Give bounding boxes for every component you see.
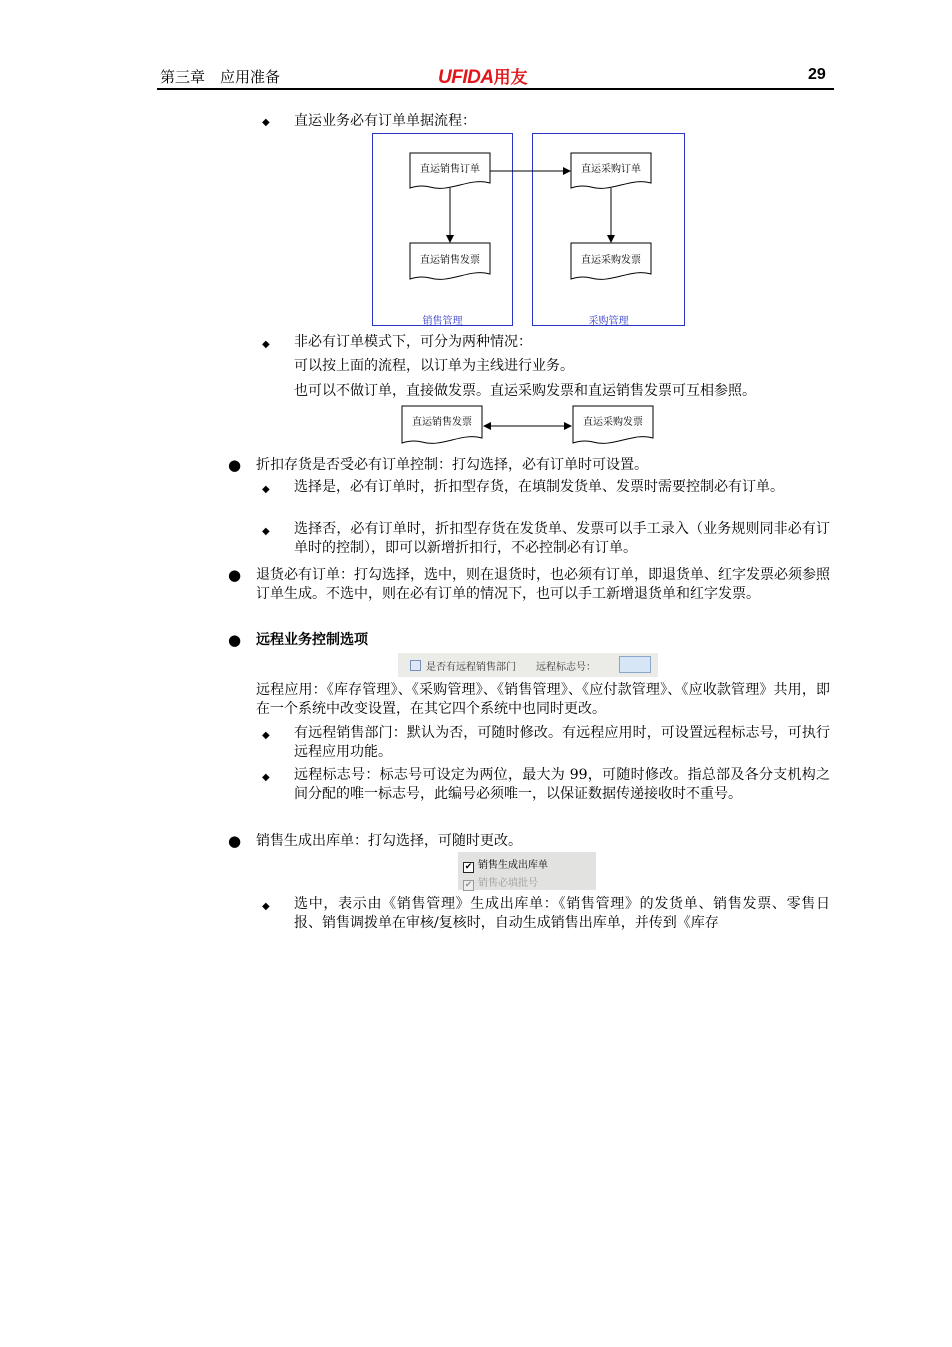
box-purchase-invoice-label: 直运采购发票 [581, 255, 641, 266]
header-rule [157, 88, 834, 90]
remote-flag-label: 远程标志号： [536, 662, 596, 673]
sec2-line1: 可以按上面的流程，以订单为主线进行业务。 [294, 358, 574, 374]
discount-sub1: 选择是，必有订单时，折扣型存货，在填制发货单、发票时需要控制必有订单。 [294, 479, 784, 495]
remote-sub1: 有远程销售部门：默认为否，可随时修改。有远程应用时，可设置远程标志号，可执行远程应用功能。 [294, 725, 830, 760]
remote-sub2: 远程标志号：标志号可设定为两位，最大为 99，可随时修改。指总部及各分支机构之间分配的唯一标志号，此编号必须唯一，以保证数据传递接收时不重号。 [294, 767, 830, 802]
purchase-group-label: 采购管理 [588, 316, 629, 327]
opt-batch-required-label: 销售必填批号 [478, 878, 538, 889]
dot-bullet: ● [228, 566, 242, 584]
chapter-title: 第三章 应用准备 [160, 68, 281, 86]
box2-sales-invoice [402, 406, 482, 438]
box2-purchase-invoice [573, 406, 653, 438]
box2-purchase-invoice-label: 直运采购发票 [583, 417, 643, 428]
box-purchase-order-label: 直运采购订单 [581, 164, 641, 175]
box-sales-invoice-label: 直运销售发票 [420, 255, 480, 266]
remote-dept-checkbox[interactable] [410, 660, 421, 671]
check-icon[interactable]: ✔ [464, 862, 473, 872]
box-sales-order-label: 直运销售订单 [420, 164, 480, 175]
sales-group-label: 销售管理 [422, 316, 463, 327]
dot-bullet: ● [228, 832, 242, 850]
diamond-bullet: ◆ [262, 772, 270, 783]
opt-generate-outbound-label: 销售生成出库单 [478, 860, 548, 871]
flow-diagram [372, 133, 683, 326]
logo-cn: 用友 [493, 68, 528, 87]
box2-sales-invoice-label: 直运销售发票 [412, 417, 472, 428]
outbound-options-screenshot [458, 852, 596, 890]
remote-desc: 远程应用：《库存管理》、《采购管理》、《销售管理》、《应付款管理》、《应收款管理》共用，即在一个系统中改变设置，在其它四个系统中也同时更改。 [256, 682, 830, 717]
opt-batch-required [463, 874, 538, 891]
remote-options-screenshot [398, 653, 658, 677]
opt-generate-outbound[interactable] [463, 856, 548, 873]
page-number: 29 [808, 66, 826, 83]
diamond-bullet: ◆ [262, 526, 270, 537]
diamond-bullet: ◆ [262, 117, 270, 128]
dot-bullet: ● [228, 631, 242, 649]
box-sales-invoice [410, 244, 490, 274]
sec1-title: 直运业务必有订单单据流程： [294, 113, 476, 129]
sec2-title: 非必有订单模式下，可分为两种情况： [294, 334, 532, 350]
return-text: 退货必有订单：打勾选择，选中，则在退货时，也必须有订单，即退货单、红字发票必须参照订单生成。不选中，则在必有订单的情况下，也可以手工新增退货单和红字发票。 [256, 567, 830, 602]
logo-brand: UFIDA [438, 67, 494, 88]
diamond-bullet: ◆ [262, 484, 270, 495]
box-sales-order [410, 153, 490, 183]
remote-title: 远程业务控制选项 [256, 632, 368, 648]
outbound-text: 销售生成出库单：打勾选择，可随时更改。 [256, 833, 522, 849]
dot-bullet: ● [228, 456, 242, 474]
box-purchase-order [571, 153, 651, 183]
discount-text: 折扣存货是否受必有订单控制：打勾选择，必有订单时可设置。 [256, 457, 648, 473]
discount-sub2: 选择否，必有订单时，折扣型存货在发货单、发票可以手工录入（业务规则同非必有订单时的控制），即可以新增折扣行，不必控制必有订单。 [294, 521, 830, 556]
sec2-line2: 也可以不做订单，直接做发票。直运采购发票和直运销售发票可互相参照。 [294, 383, 756, 399]
remote-flag-input[interactable] [619, 656, 651, 673]
diamond-bullet: ◆ [262, 901, 270, 912]
diamond-bullet: ◆ [262, 339, 270, 350]
ufida-logo [438, 63, 528, 89]
remote-dept-label: 是否有远程销售部门 [426, 662, 516, 673]
diamond-bullet: ◆ [262, 730, 270, 741]
box-purchase-invoice [571, 244, 651, 274]
check-icon: ✔ [464, 880, 473, 890]
outbound-sub1: 选中，表示由《销售管理》生成出库单：《销售管理》的发货单、销售发票、零售日报、销售调拨单在审核/复核时，自动生成销售出库单，并传到《库存 [294, 896, 830, 931]
flow-diagram-2 [398, 402, 660, 448]
